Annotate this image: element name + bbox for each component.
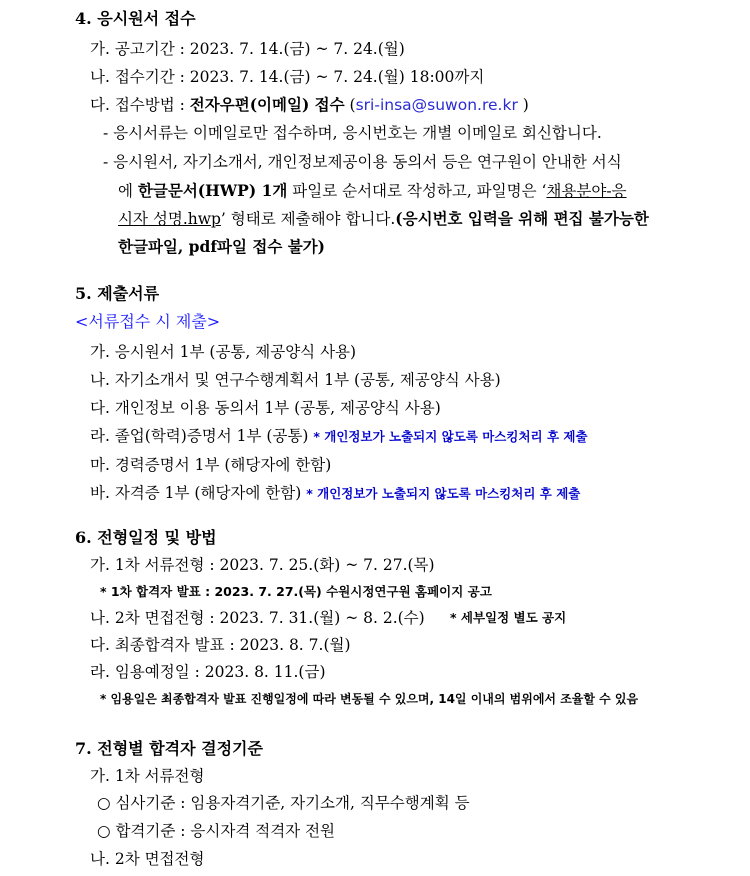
section-4-title: 4. 응시원서 접수 xyxy=(75,9,196,28)
review-criteria: ○ 심사기준 : 임용자격기준, 자기소개, 직무수행계획 등 xyxy=(97,794,470,812)
form-instructions-line2 xyxy=(118,180,627,202)
stage-1-schedule: 가. 1차 서류전형 : 2023. 7. 25.(화) ~ 7. 27.(목) xyxy=(90,556,435,574)
pass-criteria: ○ 합격기준 : 응시자격 적격자 전원 xyxy=(97,822,336,840)
stage-1-criteria-heading: 가. 1차 서류전형 xyxy=(90,767,205,785)
stage-2-schedule: 나. 2차 면접전형 : 2023. 7. 31.(월) ~ 8. 2.(수) xyxy=(90,609,425,627)
doc-item-text: 나. 자기소개서 및 연구수행계획서 1부 (공통, 제공양식 사용) xyxy=(90,371,501,389)
stage-2-schedule-note: * 세부일정 별도 공지 xyxy=(450,610,567,625)
receipt-period-value: 2023. 7. 14.(금) ~ 7. 24.(월) 18:00까지 xyxy=(189,68,485,86)
form-instructions-l2c: 파일로 순서대로 작성하고, 파일명은 ‘ xyxy=(287,182,547,200)
doc-item-1 xyxy=(90,341,356,363)
doc-item-6 xyxy=(90,482,580,505)
doc-item-text: 바. 자격증 1부 (해당자에 한함) xyxy=(90,484,307,502)
submission-subtitle: <서류접수 시 제출> xyxy=(75,312,221,331)
stage-1-announcement-note: * 1차 합격자 발표 : 2023. 7. 27.(목) 수원시정연구원 홈페이지 공고 xyxy=(100,584,492,599)
receipt-method xyxy=(90,94,529,116)
doc-item-text: 가. 응시원서 1부 (공통, 제공양식 사용) xyxy=(90,343,357,361)
posting-period-label: 가. 공고기간 : xyxy=(90,40,190,58)
doc-item-5 xyxy=(90,454,331,476)
form-instructions-line3 xyxy=(118,208,649,230)
appointment-date-note: * 임용일은 최종합격자 발표 진행일정에 따라 변동될 수 있으며, 14일 이내의 범위에서 조율할 수 있음 xyxy=(100,692,639,706)
section-7-title: 7. 전형별 합격자 결정기준 xyxy=(75,739,263,758)
receipt-period-label: 나. 접수기간 : xyxy=(90,68,190,86)
form-instructions-line1: - 응시원서, 자기소개서, 개인정보제공이용 동의서 등은 연구원이 안내한 서식 xyxy=(103,153,622,171)
doc-item-2 xyxy=(90,369,501,391)
masking-note: * 개인정보가 노출되지 않도록 마스킹처리 후 제출 xyxy=(313,429,588,444)
posting-period-value: 2023. 7. 14.(금) ~ 7. 24.(월) xyxy=(189,40,405,58)
section-6-title: 6. 전형일정 및 방법 xyxy=(75,528,217,547)
doc-item-text: 다. 개인정보 이용 동의서 1부 (공통, 제공양식 사용) xyxy=(90,399,441,417)
filename-format-part1: 채용분야-응 xyxy=(546,182,627,200)
receipt-method-value: 전자우편(이메일) 접수 xyxy=(189,95,345,114)
email-close-paren: ) xyxy=(517,96,529,114)
editing-warning-part1: (응시번호 입력을 위해 편집 불가능한 xyxy=(395,209,649,228)
doc-item-4 xyxy=(90,425,588,448)
form-instructions-l3b: ’ 형태로 제출해야 합니다. xyxy=(220,210,396,228)
section-5-title: 5. 제출서류 xyxy=(75,284,160,303)
posting-period xyxy=(90,38,405,60)
receipt-period xyxy=(90,66,484,88)
form-instructions-l2a: 에 xyxy=(118,182,138,200)
final-announcement: 다. 최종합격자 발표 : 2023. 8. 7.(월) xyxy=(90,636,351,654)
masking-note: * 개인정보가 노출되지 않도록 마스킹처리 후 제출 xyxy=(306,486,581,501)
hwp-file-requirement: 한글문서(HWP) 1개 xyxy=(137,181,288,200)
doc-item-3 xyxy=(90,397,441,419)
doc-item-text: 라. 졸업(학력)증명서 1부 (공통) xyxy=(90,427,314,445)
email-open-paren: ( xyxy=(344,96,356,114)
email-link[interactable]: sri-insa@suwon.re.kr xyxy=(355,96,518,114)
email-only-note: - 응시서류는 이메일로만 접수하며, 응시번호는 개별 이메일로 회신합니다. xyxy=(103,124,602,142)
editing-warning-part2: 한글파일, pdf파일 접수 불가) xyxy=(118,237,325,256)
doc-item-text: 마. 경력증명서 1부 (해당자에 한함) xyxy=(90,456,332,474)
filename-format-part2: 시자 성명.hwp xyxy=(118,210,221,228)
receipt-method-label: 다. 접수방법 : xyxy=(90,96,190,114)
stage-2-criteria-heading: 나. 2차 면접전형 xyxy=(90,850,205,868)
appointment-date: 라. 임용예정일 : 2023. 8. 11.(금) xyxy=(90,663,326,681)
